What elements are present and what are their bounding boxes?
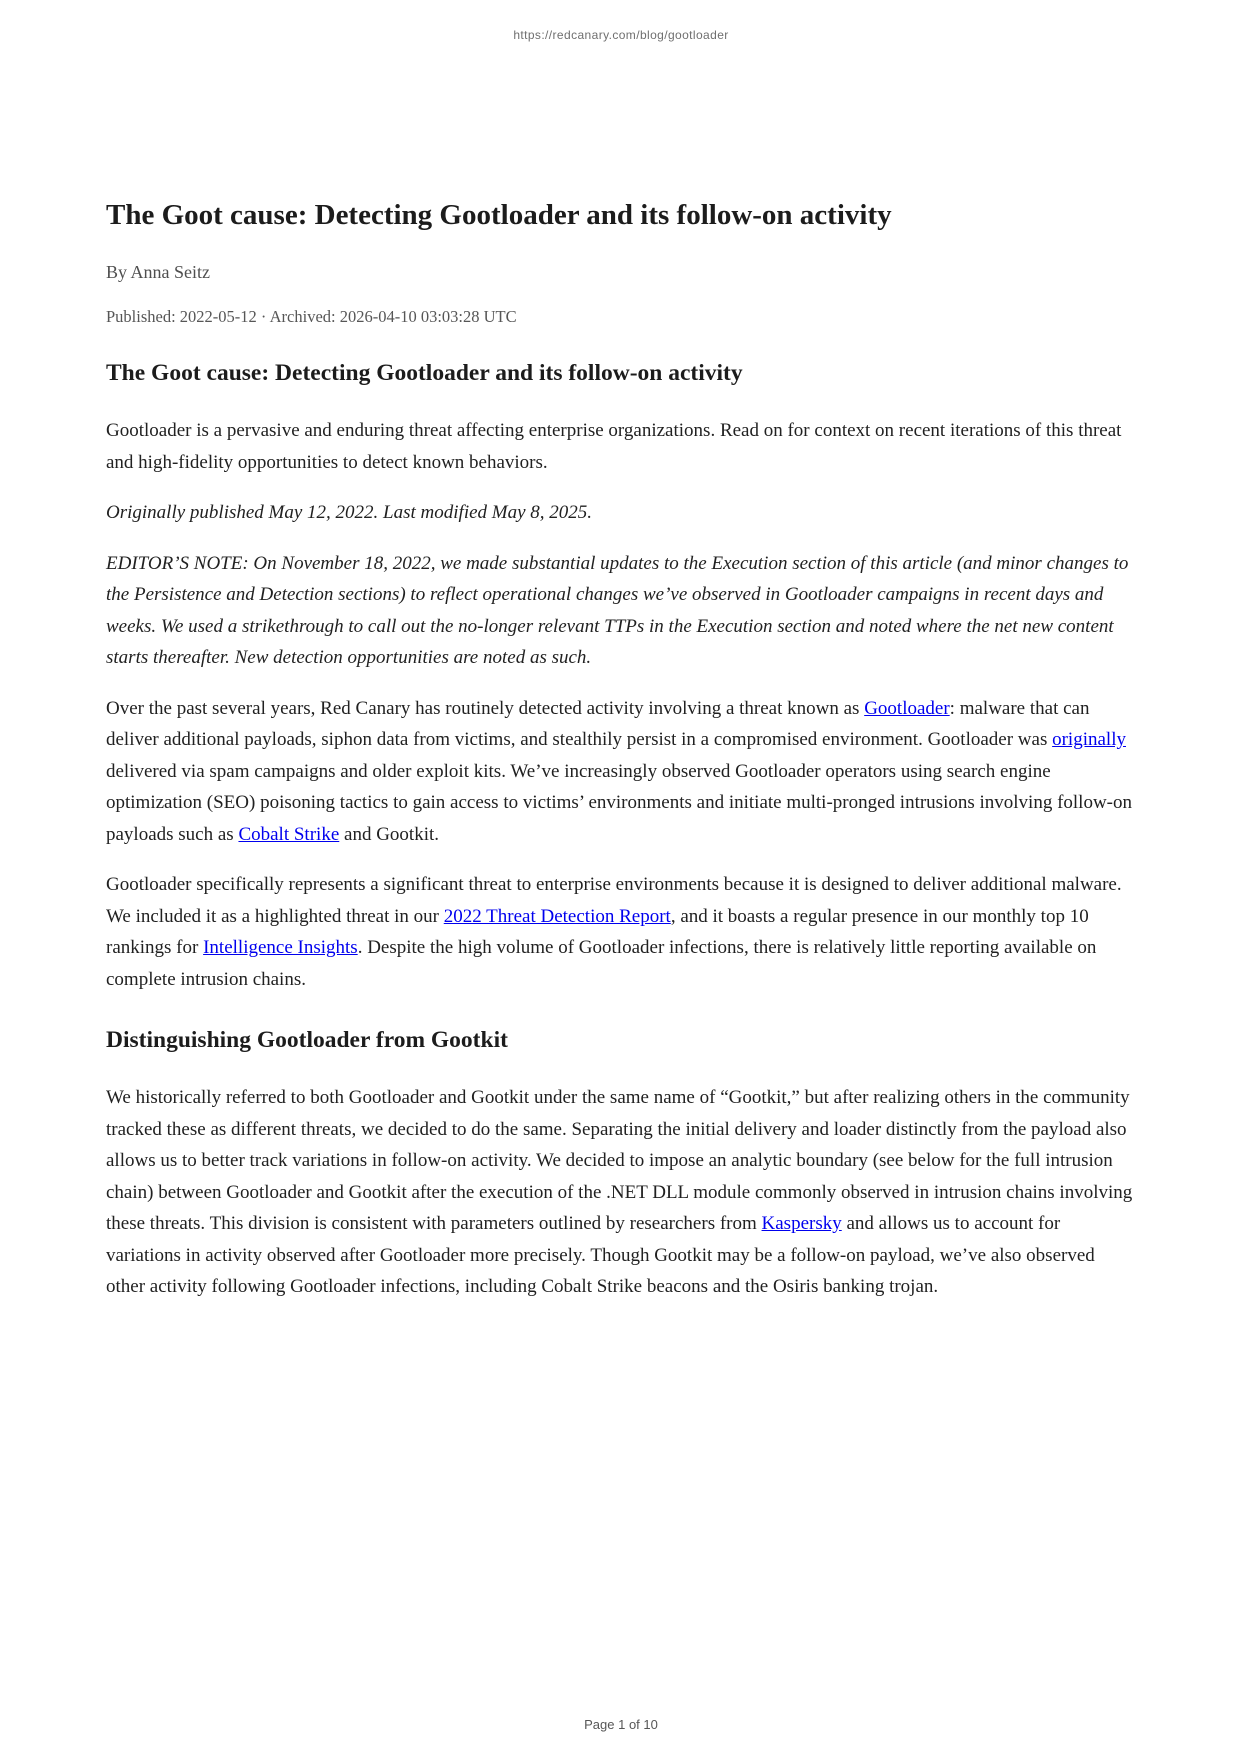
inline-link-2022-threat-detection-report[interactable]: 2022 Threat Detection Report (443, 905, 671, 927)
inline-link-gootloader[interactable]: Gootloader (864, 697, 950, 719)
text-run: Originally published May 12, 2022. Last modified May 8, 2025. (106, 502, 593, 523)
text-run: : malware that can deliver additional payloads, siphon data from victims, and stealthily persist in a compromised environment. Gootloader was (106, 697, 1090, 750)
text-run: , and it boasts a regular presence in our monthly top 10 rankings for (106, 905, 1089, 958)
section-heading: Distinguishing Gootloader from Gootkit (106, 1027, 508, 1053)
text-run: Over the past several years, Red Canary has routinely detected activity involving a threat known as (106, 697, 865, 719)
inline-link-cobalt-strike[interactable]: Cobalt Strike (238, 823, 340, 845)
paragraph (106, 1082, 1136, 1303)
paragraph (106, 869, 1136, 995)
text-run: and allows us to account for variations in activity observed after Gootloader more precisely. Though Gootkit may be a follow-on payload, we’ve also observed other activity following Gootloader infections, including Cobalt Strike beacons and the Osiris banking trojan. (106, 1213, 1095, 1297)
paragraph-italic (106, 548, 1136, 674)
article-body (106, 358, 1136, 1303)
publish-meta: Published: 2022-05-12 · Archived: 2026-04-10 03:03:28 UTC (106, 307, 517, 326)
page-number: Page 1 of 10 (584, 1717, 658, 1732)
paragraph (106, 693, 1136, 851)
text-run: delivered via spam campaigns and older exploit kits. We’ve increasingly observed Gootloader operators using search engine optimization (SEO) poisoning tactics to gain access to victims’ environments and initiate multi-pronged intrusions involving follow-on payloads such as (106, 760, 1133, 845)
paragraph (106, 415, 1136, 478)
text-run: EDITOR’S NOTE: On November 18, 2022, we made substantial updates to the Execution section of this article (and minor changes to the Persistence and Detection sections) to reflect operational changes we’ve observed in Gootloader campaigns in recent days and weeks. We used a strikethrough to call out the no-longer relevant TTPs in the Execution section and noted where the net new content starts thereafter. New detection opportunities are noted as such. (106, 552, 1129, 668)
text-run: Gootloader specifically represents a significant threat to enterprise environments because it is designed to deliver additional malware. We included it as a highlighted threat in our (106, 874, 1122, 927)
inline-link-kaspersky[interactable]: Kaspersky (761, 1213, 842, 1234)
inline-link-intelligence-insights[interactable]: Intelligence Insights (203, 937, 358, 958)
text-run: We historically referred to both Gootloader and Gootkit under the same name of “Gootkit,” but after realizing others in the community tracked these as different threats, we decided to do the same. Separating the initial delivery and loader distinctly from the payload also allows us to better track variations in follow-on activity. We decided to impose an analytic boundary (see below for the full intrusion chain) between Gootloader and Gootkit after the execution of the .NET DLL module commonly observed in intrusion chains involving these threats. This division is consistent with parameters outlined by researchers from (106, 1087, 1133, 1234)
article (106, 0, 1136, 1303)
text-run: Gootloader is a pervasive and enduring threat affecting enterprise organizations. Read on for context on recent iterations of this threat and high-fidelity opportunities to detect known behaviors. (106, 420, 1122, 473)
text-run: . Despite the high volume of Gootloader infections, there is relatively little reporting available on complete intrusion chains. (106, 937, 1097, 990)
inline-link-originally[interactable]: originally (1052, 729, 1126, 750)
section-heading: The Goot cause: Detecting Gootloader and its follow-on activity (106, 360, 743, 386)
byline: By Anna Seitz (106, 262, 210, 282)
source-url: https://redcanary.com/blog/gootloader (513, 28, 729, 42)
article-title: The Goot cause: Detecting Gootloader and its follow-on activity (106, 199, 892, 231)
paragraph-italic (106, 497, 1136, 529)
text-run: and Gootkit. (339, 823, 440, 845)
